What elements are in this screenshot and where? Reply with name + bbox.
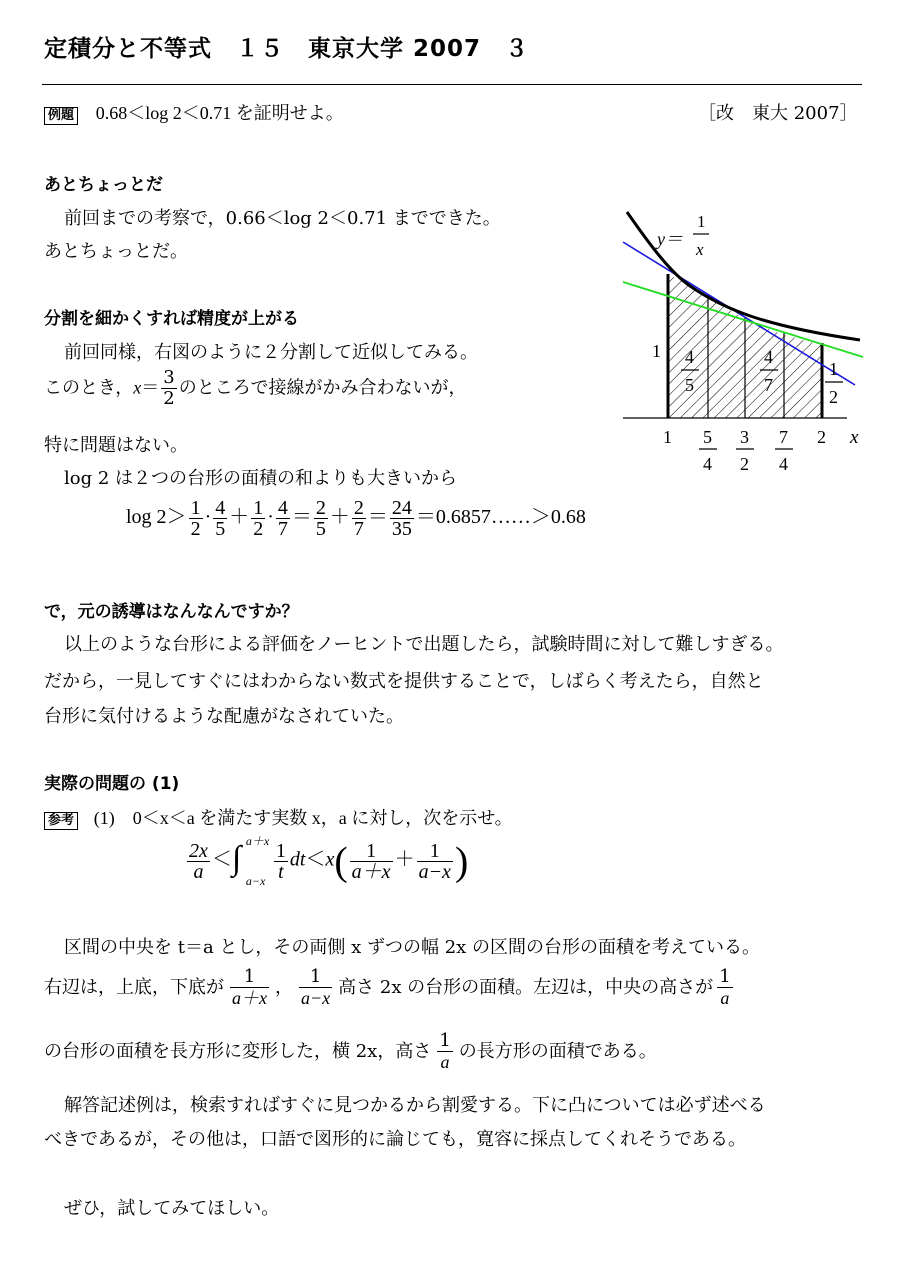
trapezoid-estimate-equation: log 2＞ $\frac{1}{2}$ · $\frac{4}{5}$ ＋ $\frac{1}{2}$ · $\frac{4}{7}$ ＝ $\frac{2}{5}$ ＋ $\frac{2}{7}$ ＝ $\frac{24}{35}$ ＝0.6857……＞0.68 xyxy=(126,497,586,540)
right-height-den: 2 xyxy=(829,387,838,407)
trap1-den: 5 xyxy=(685,375,694,395)
section4-p3: の台形の面積を長方形に変形した，横 2x，高さ $\frac{1}{a}$ の長方形の面積である。 xyxy=(44,1030,657,1072)
section4-heading: 実際の問題の (1) xyxy=(44,774,180,794)
section2-line4: log 2 は２つの台形の面積の和よりも大きいから xyxy=(64,468,458,489)
curve-label-num: 1 xyxy=(697,212,706,231)
trap2-num: 4 xyxy=(764,347,773,367)
line2-post: のところで接線がかみ合わないが， xyxy=(178,377,467,399)
section1-line1: 前回までの考察で，0.66＜log 2＜0.71 までできた。 xyxy=(64,208,501,229)
section1-heading: あとちょっとだ xyxy=(44,175,163,195)
example-source: ［改 東大 2007］ xyxy=(698,103,858,124)
section3-heading: で，元の誘導はなんなんですか？ xyxy=(44,602,299,622)
curve-label-den: x xyxy=(696,240,704,259)
section2-line2 xyxy=(44,368,467,409)
trap1-num: 4 xyxy=(685,347,694,367)
xtick-5-4-num: 5 xyxy=(703,427,712,447)
xtick-7-4-num: 7 xyxy=(779,427,788,447)
line2-eq: ＝ xyxy=(141,377,160,399)
section2-line3: 特に問題はない。 xyxy=(44,435,188,456)
section4-p4a: 解答記述例は，検索すればすぐに見つかるから割愛する。下に凸については必ず述べる xyxy=(64,1095,766,1116)
section2-heading: 分割を細かくすれば精度が上がる xyxy=(44,309,299,329)
trap2-den: 7 xyxy=(764,375,773,395)
reference-tag: 参考 xyxy=(44,812,78,830)
section4-p1: 区間の中央を t＝a とし，その両側 x ずつの幅 2x の区間の台形の面積を考えている。 xyxy=(64,937,761,958)
section3-line1: 以上のような台形による評価をノーヒントで出題したら，試験時間に対して難しすぎる。 xyxy=(64,634,784,655)
height-label: 1 xyxy=(652,341,661,361)
example-line xyxy=(44,99,344,125)
right-height-num: 1 xyxy=(829,359,838,379)
section2-line1: 前回同様，右図のように２分割して近似してみる。 xyxy=(64,342,478,363)
integral-inequality: $\frac{2x}{a}$ ＜ ∫ a＋x a−x $\frac{1}{t}$ dt＜x( $\frac{1}{a+x}$ ＋ $\frac{1}{a-x}$ ) xyxy=(189,834,469,888)
section4-p2: 右辺は，上底，下底が $\frac{1}{a+x}$ ， $\frac{1}{a-x}$ 高さ 2x の台形の面積。左辺は，中央の高さが $\frac{1}{a}$ xyxy=(44,966,731,1008)
example-tag: 例題 xyxy=(44,107,78,125)
xtick-1: 1 xyxy=(663,427,672,447)
example-statement: 0.68＜log 2＜0.71 を証明せよ。 xyxy=(95,103,344,123)
xtick-2: 2 xyxy=(817,427,826,447)
reference-problem: (1) 0＜x＜a を満たす実数 x，a に対し，次を示せ。 xyxy=(93,808,513,828)
page-title: 定積分と不等式 １５ 東京大学 2007 ３ xyxy=(44,36,530,62)
xtick-7-4-den: 4 xyxy=(779,454,788,474)
line2-x: x xyxy=(133,377,142,398)
line2-pre: このとき， xyxy=(44,377,134,399)
section4-p5: ぜひ，試してみてほしい。 xyxy=(64,1198,280,1219)
curve-label: y＝ xyxy=(657,229,683,249)
fraction-three-halves: $\frac{3}{2}$ xyxy=(163,367,175,409)
trapezoid-figure xyxy=(615,200,875,485)
reference-problem-line xyxy=(44,804,513,830)
integral-sign: ∫ a＋x a−x xyxy=(231,834,270,888)
section1-line2: あとちょっとだ。 xyxy=(44,241,188,262)
xtick-3-2-num: 3 xyxy=(740,427,749,447)
section4-p4b: べきであるが，その他は，口語で図形的に論じても，寛容に採点してくれそうである。 xyxy=(44,1129,746,1150)
title-divider xyxy=(42,84,862,85)
xtick-3-2-den: 2 xyxy=(740,454,749,474)
section3-line2: だから，一見してすぐにはわからない数式を提供することで，しばらく考えたら，自然と xyxy=(44,671,764,692)
x-axis-label: x xyxy=(850,427,859,448)
section3-line3: 台形に気付けるような配慮がなされていた。 xyxy=(44,706,404,727)
xtick-5-4-den: 4 xyxy=(703,454,712,474)
